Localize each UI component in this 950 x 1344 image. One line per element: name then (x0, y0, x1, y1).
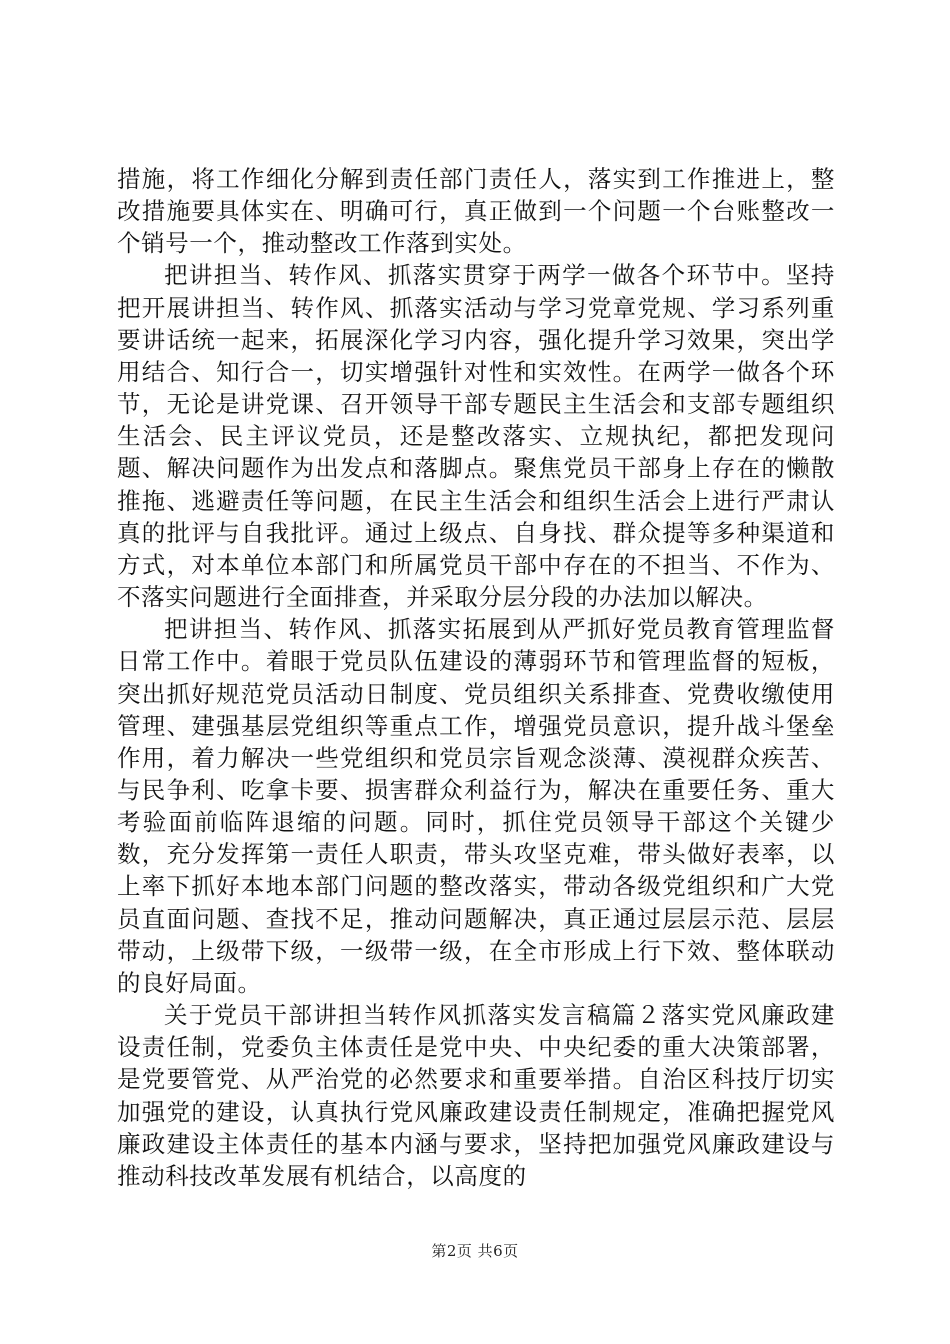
paragraph-continuation: 措施，将工作细化分解到责任部门责任人，落实到工作推进上，整改措施要具体实在、明确可行，真正做到一个问题一个台账整改一个销号一个，推动整改工作落到实处。 (117, 165, 835, 258)
paragraph-two-studies-one-action: 把讲担当、转作风、抓落实贯穿于两学一做各个环节中。坚持把开展讲担当、转作风、抓落实活动与学习党章党规、学习系列重要讲话统一起来，拓展深化学习内容，强化提升学习效果，突出学用结合、知行合一，切实增强针对性和实效性。在两学一做各个环节，无论是讲党课、召开领导干部专题民主生活会和支部专题组织生活会、民主评议党员，还是整改落实、立规执纪，都把发现问题、解决问题作为出发点和落脚点。聚焦党员干部身上存在的懒散推拖、逃避责任等问题，在民主生活会和组织生活会上进行严肃认真的批评与自我批评。通过上级点、自身找、群众提等多种渠道和方式，对本单位本部门和所属党员干部中存在的不担当、不作为、不落实问题进行全面排查，并采取分层分段的办法加以解决。 (117, 261, 835, 612)
document-body (117, 163, 835, 1192)
paragraph-party-member-education: 把讲担当、转作风、抓落实拓展到从严抓好党员教育管理监督日常工作中。着眼于党员队伍建设的薄弱环节和管理监督的短板，突出抓好规范党员活动日制度、党员组织关系排查、党费收缴使用管理、建强基层党组织等重点工作，增强党员意识，提升战斗堡垒作用，着力解决一些党组织和党员宗旨观念淡薄、漠视群众疾苦、与民争利、吃拿卡要、损害群众利益行为，解决在重要任务、重大考验面前临阵退缩的问题。同时，抓住党员领导干部这个关键少数，充分发挥第一责任人职责，带头攻坚克难，带头做好表率，以上率下抓好本地本部门问题的整改落实，带动各级党组织和广大党员直面问题、查找不足，推动问题解决，真正通过层层示范、层层带动，上级带下级，一级带一级，在全市形成上行下效、整体联动的良好局面。 (117, 615, 835, 997)
page-number-footer: 第2页 共6页 (431, 1242, 519, 1260)
paragraph-speech-part-two: 关于党员干部讲担当转作风抓落实发言稿篇２落实党风廉政建设责任制，党委负主体责任是党中央、中央纪委的重大决策部署，是党要管党、从严治党的必然要求和重要举措。自治区科技厅切实加强党的建设，认真执行党风廉政建设责任制规定，准确把握党风廉政建设主体责任的基本内涵与要求，坚持把加强党风廉政建设与推动科技改革发展有机结合，以高度的 (117, 1001, 835, 1190)
